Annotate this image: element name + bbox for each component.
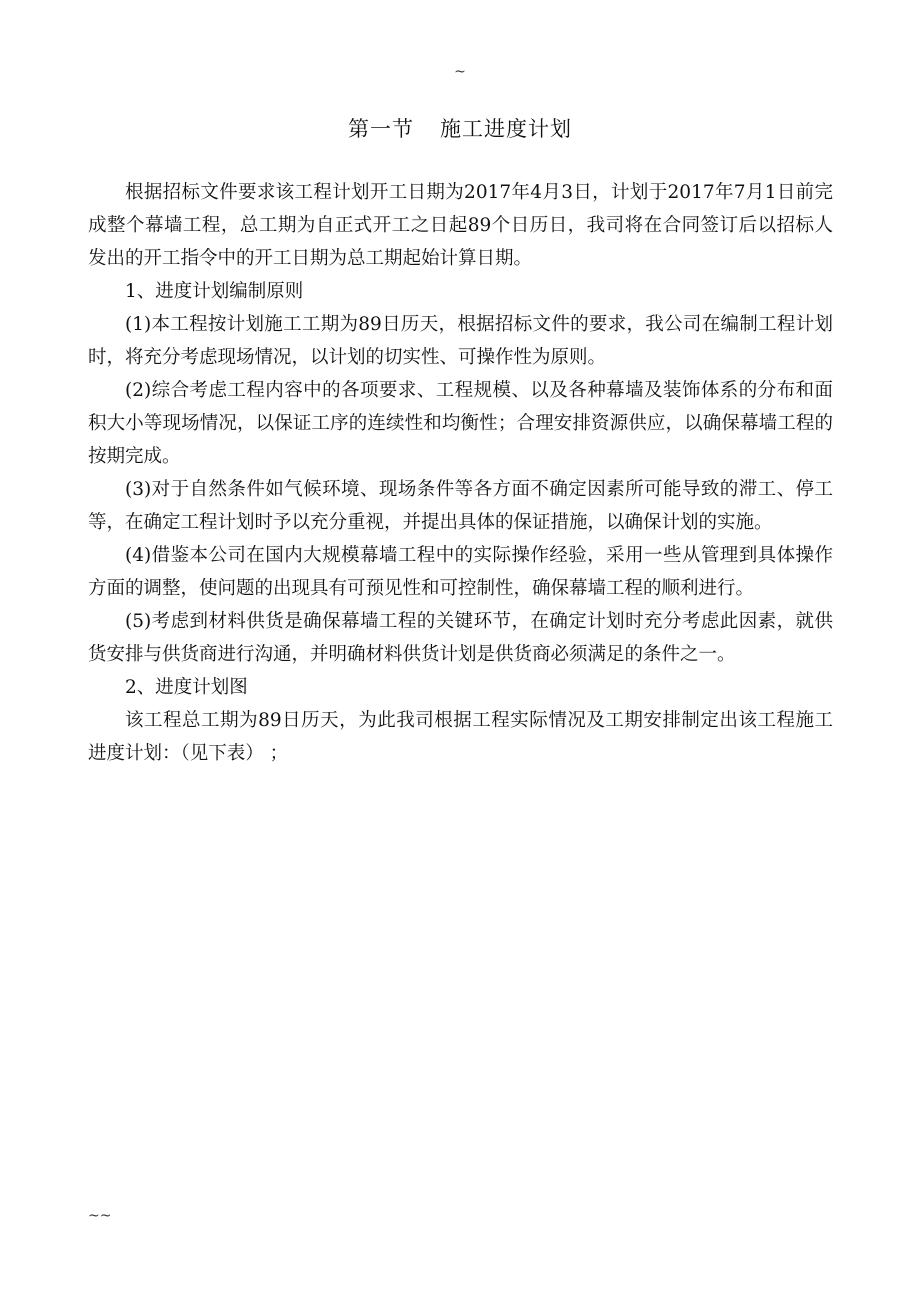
paragraph-schedule: 该工程总工期为89日历天，为此我司根据工程实际情况及工期安排制定出该工程施工进度计划：（见下表） ； [88,710,833,764]
paragraph-principle-5: (5)考虑到材料供货是确保幕墙工程的关键环节，在确定计划时充分考虑此因素，就供货安排与供货商进行沟通，并明确材料供货计划是供货商必须满足的条件之一。 [88,611,833,665]
section-title [0,114,920,144]
paragraph-principle-3: (3)对于自然条件如气候环境、现场条件等各方面不确定因素所可能导致的滞工、停工等，在确定工程计划时予以充分重视，并提出具体的保证措施，以确保计划的实施。 [88,479,833,533]
paragraph-intro: 根据招标文件要求该工程计划开工日期为2017年4月3日，计划于2017年7月1日前完成整个幕墙工程，总工期为自正式开工之日起89个日历日，我司将在合同签订后以招标人发出的开工指令中的开工日期为总工期起始计算日期。 [88,182,833,269]
paragraph-principle-2: (2)综合考虑工程内容中的各项要求、工程规模、以及各种幕墙及装饰体系的分布和面积大小等现场情况，以保证工序的连续性和均衡性；合理安排资源供应，以确保幕墙工程的按期完成。 [88,380,833,467]
paragraph-principle-1: (1)本工程按计划施工工期为89日历天，根据招标文件的要求，我公司在编制工程计划时，将充分考虑现场情况，以计划的切实性、可操作性为原则。 [88,314,833,368]
section-number: 第一节 [348,117,414,141]
body-text [88,176,833,770]
section-title-text: 施工进度计划 [440,117,572,141]
heading-schedule-chart: 2、进度计划图 [125,677,248,698]
page-header-mark: ~ [454,64,466,80]
page-footer-mark: ~~ [88,1208,112,1224]
heading-principles: 1、进度计划编制原则 [125,281,304,302]
paragraph-principle-4: (4)借鉴本公司在国内大规模幕墙工程中的实际操作经验，采用一些从管理到具体操作方面的调整，使问题的出现具有可预见性和可控制性，确保幕墙工程的顺利进行。 [88,545,833,599]
